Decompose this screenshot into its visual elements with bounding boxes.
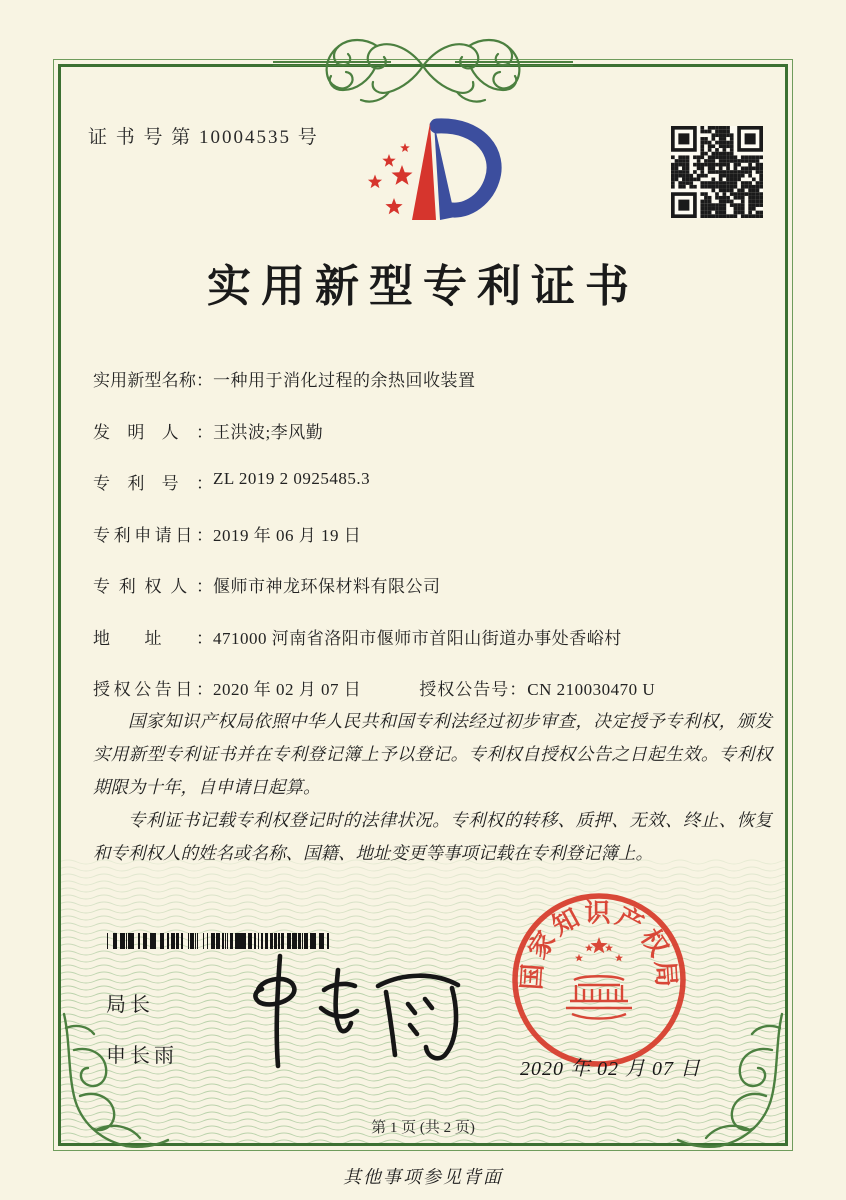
grant-number-pair — [419, 675, 655, 700]
field-row-patent-number — [93, 469, 773, 494]
field-row-address — [93, 624, 773, 649]
field-label: 实用新型名称： — [93, 371, 213, 390]
legal-paragraph-2: 专利证书记载专利权登记时的法律状况。专利权的转移、质押、无效、终止、恢复和专利权人的姓名或名称、国籍、地址变更等事项记载在专利登记簿上。 — [93, 810, 772, 863]
field-row-inventor — [93, 418, 773, 443]
seal-text: 国家知识产权局 — [517, 898, 681, 991]
legal-text-block — [93, 705, 772, 870]
logo-red-spike — [412, 123, 436, 220]
field-value: 一种用于消化过程的余热回收装置 — [213, 371, 476, 390]
field-label: 专利权人： — [93, 577, 213, 596]
field-row-patentee — [93, 572, 773, 597]
field-label: 授权公告日： — [93, 680, 213, 699]
back-note: 其他事项参见背面 — [343, 1167, 503, 1187]
field-value: 王洪波;李风勤 — [213, 422, 324, 442]
page-indicator: 第 1 页 (共 2 页) — [371, 1120, 475, 1136]
director-signature — [228, 942, 478, 1072]
field-row-filing-date — [93, 521, 773, 546]
certificate-title: 实用新型专利证书 — [207, 262, 639, 311]
field-row-grant-date — [93, 675, 773, 700]
field-value: 2020 年 02 月 07 日 — [213, 680, 362, 699]
qr-code — [671, 126, 763, 218]
certificate-number: 证 书 号 第 10004535 号 — [88, 127, 319, 148]
cnipa-logo — [345, 118, 515, 233]
field-label: 专利申请日： — [93, 525, 213, 545]
director-title: 局长 — [106, 994, 154, 1016]
national-emblem — [566, 937, 632, 1019]
grant-number-label: 授权公告号： — [419, 680, 528, 699]
field-value: 2019 年 06 月 19 日 — [213, 525, 362, 545]
field-label: 地址： — [93, 628, 213, 648]
field-value: ZL 2019 2 0925485.3 — [213, 469, 371, 488]
seal-date: 2020 年 02 月 07 日 — [520, 1058, 701, 1080]
logo-blue-spike — [434, 123, 455, 220]
fields-block — [93, 366, 773, 727]
officer-block — [106, 988, 178, 1068]
field-value: 偃师市神龙环保材料有限公司 — [213, 577, 441, 596]
legal-paragraph-1: 国家知识产权局依照中华人民共和国专利法经过初步审查，决定授予专利权，颁发实用新型专利证书并在专利登记簿上予以登记。专利权自授权公告之日起生效。专利权期限为十年，自申请日起算。 — [93, 711, 772, 797]
grant-number-value: CN 210030470 U — [527, 680, 656, 699]
field-row-name — [93, 366, 773, 391]
logo-stars — [368, 143, 413, 214]
field-value: 471000 河南省洛阳市偃师市首阳山街道办事处香峪村 — [213, 628, 622, 648]
director-name: 申长雨 — [106, 1045, 178, 1067]
field-label: 专利号： — [93, 474, 213, 493]
field-label: 发明人： — [93, 422, 213, 442]
